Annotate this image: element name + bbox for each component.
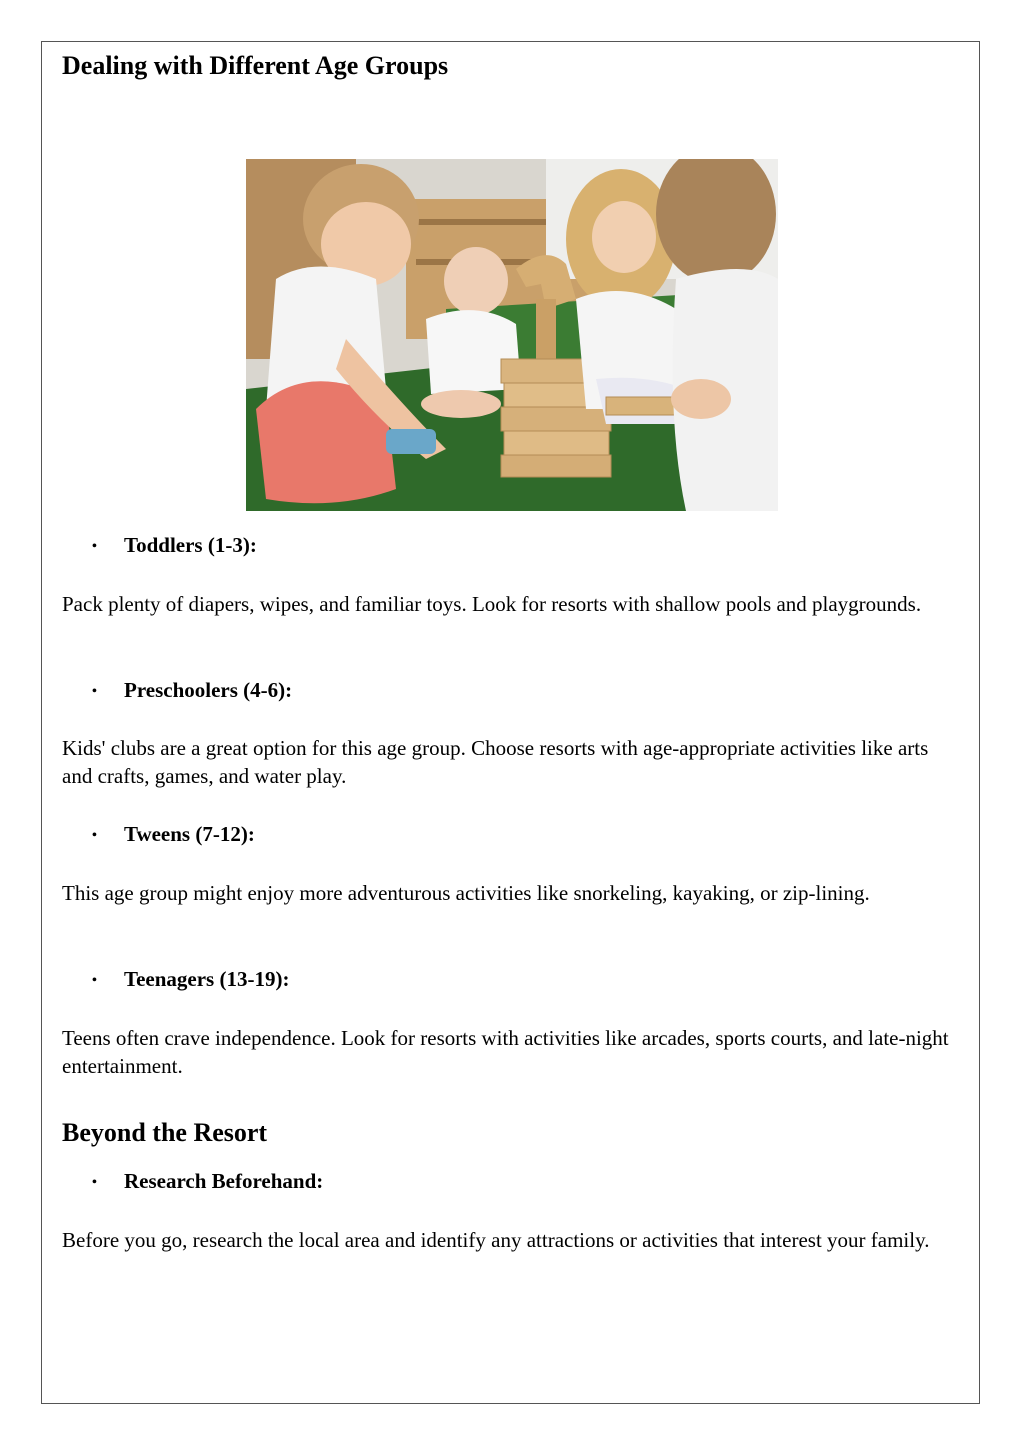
bullet-icon: • — [92, 539, 97, 554]
list-item-toddlers — [92, 531, 257, 561]
bullet-icon: • — [92, 684, 97, 699]
teenagers-description: Teens often crave independence. Look for resorts with activities like arcades, sports courts, and late-night entertainment. — [62, 1026, 949, 1078]
list-item-label: Tweens (7-12): — [124, 822, 255, 846]
bullet-icon: • — [92, 828, 97, 843]
research-description: Before you go, research the local area and identify any attractions or activities that interest your family. — [62, 1228, 930, 1252]
list-item-label: Preschoolers (4-6): — [124, 678, 293, 702]
list-item-label: Toddlers (1-3): — [124, 533, 257, 557]
bullet-icon: • — [92, 1175, 97, 1190]
page-title: Dealing with Different Age Groups — [62, 51, 449, 80]
list-item-research — [92, 1167, 323, 1197]
list-item-label: Teenagers (13-19): — [124, 967, 290, 991]
toddlers-description: Pack plenty of diapers, wipes, and familiar toys. Look for resorts with shallow pools and playgrounds. — [62, 592, 922, 616]
list-item-tweens — [92, 820, 255, 850]
list-item-label: Research Beforehand: — [124, 1169, 324, 1193]
list-item-preschoolers — [92, 676, 292, 706]
preschoolers-description: Kids' clubs are a great option for this age group. Choose resorts with age-appropriate activities like arts and crafts, games, and water play. — [62, 736, 929, 788]
tweens-description: This age group might enjoy more adventurous activities like snorkeling, kayaking, or zip-lining. — [62, 881, 870, 905]
children-photo — [246, 159, 778, 511]
section-heading-beyond-resort: Beyond the Resort — [62, 1118, 268, 1147]
bullet-icon: • — [92, 973, 97, 988]
list-item-teenagers — [92, 965, 289, 995]
